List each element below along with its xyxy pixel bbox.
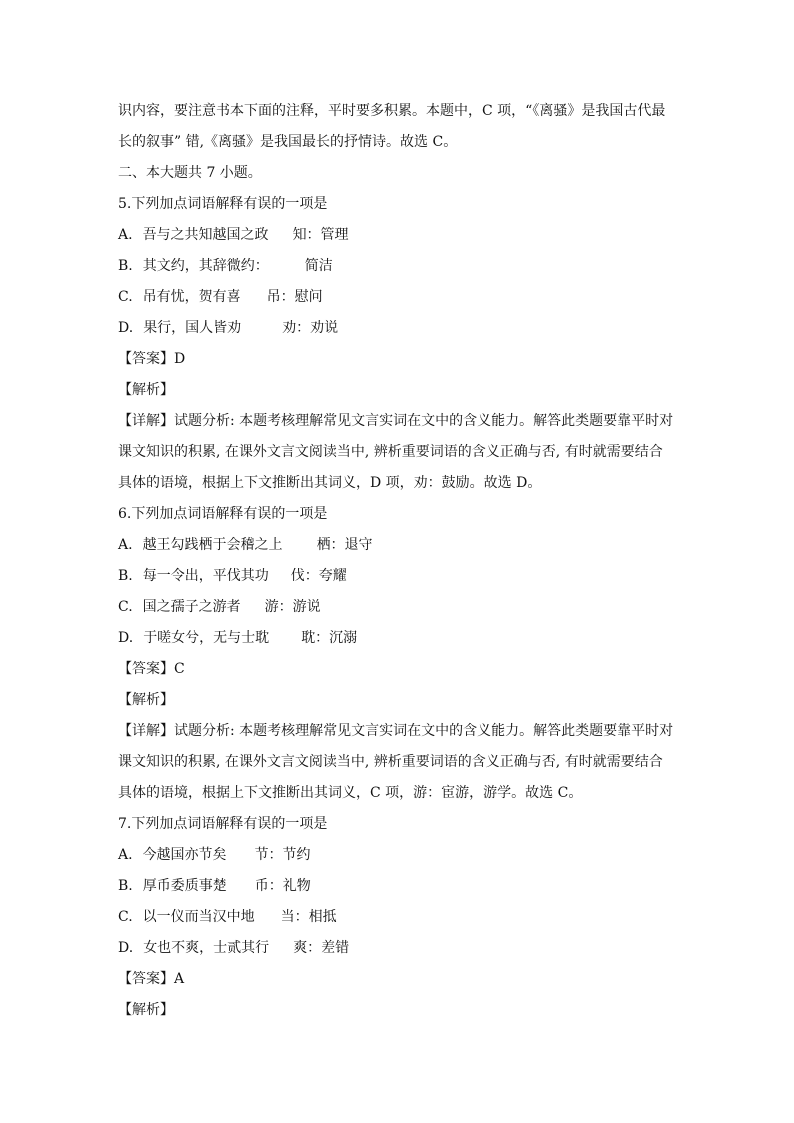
question-5-detail-2: 课文知识的积累, 在课外文言文阅读当中, 辨析重要词语的含义正确与否, 有时就需要结合 bbox=[118, 444, 663, 460]
question-7-stem: 7.下列加点词语解释有误的一项是 bbox=[118, 816, 328, 832]
section-heading: 二、本大题共 7 小题。 bbox=[118, 165, 262, 181]
question-6-option-a: A. 越王勾践栖于会稽之上 栖：退守 bbox=[118, 537, 373, 553]
question-5-detail-1: 【详解】试题分析: 本题考核理解常见文言实词在文中的含义能力。解答此类题要靠平时对 bbox=[118, 413, 674, 429]
question-5-detail-3: 具体的语境，根据上下文推断出其词义，D 项，劝：鼓励。故选 D。 bbox=[118, 475, 542, 491]
question-6-option-d: D. 于嗟女兮，无与士耽 耽：沉溺 bbox=[118, 630, 358, 646]
question-6-option-c: C. 国之孺子之游者 游：游说 bbox=[118, 599, 321, 615]
question-6-option-b: B. 每一令出，平伐其功 伐：夸耀 bbox=[118, 568, 347, 584]
intro-line-1: 识内容，要注意书本下面的注释，平时要多积累。本题中，C 项，“《离骚》是我国古代最 bbox=[118, 103, 666, 119]
question-6-detail-2: 课文知识的积累, 在课外文言文阅读当中, 辨析重要词语的含义正确与否, 有时就需要结合 bbox=[118, 754, 663, 770]
question-7-answer: 【答案】A bbox=[118, 971, 185, 987]
question-7-option-b: B. 厚币委质事楚 币：礼物 bbox=[118, 878, 311, 894]
question-6-detail-1: 【详解】试题分析: 本题考核理解常见文言实词在文中的含义能力。解答此类题要靠平时对 bbox=[118, 723, 674, 739]
document-page bbox=[118, 96, 688, 1026]
question-6-answer: 【答案】C bbox=[118, 661, 185, 677]
intro-line-2: 长的叙事” 错,《离骚》是我国最长的抒情诗。故选 C。 bbox=[118, 134, 458, 150]
question-7-option-c: C. 以一仪而当汉中地 当：相抵 bbox=[118, 909, 337, 925]
question-5-answer: 【答案】D bbox=[118, 351, 186, 367]
question-5-stem: 5.下列加点词语解释有误的一项是 bbox=[118, 196, 328, 212]
question-5-option-d: D. 果行，国人皆劝 劝：劝说 bbox=[118, 320, 339, 336]
question-5-option-b: B. 其文约，其辞微约： 简洁 bbox=[118, 258, 333, 274]
question-7-option-d: D. 女也不爽，士贰其行 爽：差错 bbox=[118, 940, 350, 956]
question-7-option-a: A. 今越国亦节矣 节：节约 bbox=[118, 847, 311, 863]
question-6-analysis-title: 【解析】 bbox=[118, 692, 174, 708]
question-5-option-a: A. 吾与之共知越国之政 知：管理 bbox=[118, 227, 349, 243]
question-7-analysis-title: 【解析】 bbox=[118, 1002, 174, 1018]
question-5-analysis-title: 【解析】 bbox=[118, 382, 174, 398]
question-6-detail-3: 具体的语境，根据上下文推断出其词义，C 项，游：宦游，游学。故选 C。 bbox=[118, 785, 583, 801]
question-5-option-c: C. 吊有忧，贺有喜 吊：慰问 bbox=[118, 289, 323, 305]
question-6-stem: 6.下列加点词语解释有误的一项是 bbox=[118, 506, 328, 522]
